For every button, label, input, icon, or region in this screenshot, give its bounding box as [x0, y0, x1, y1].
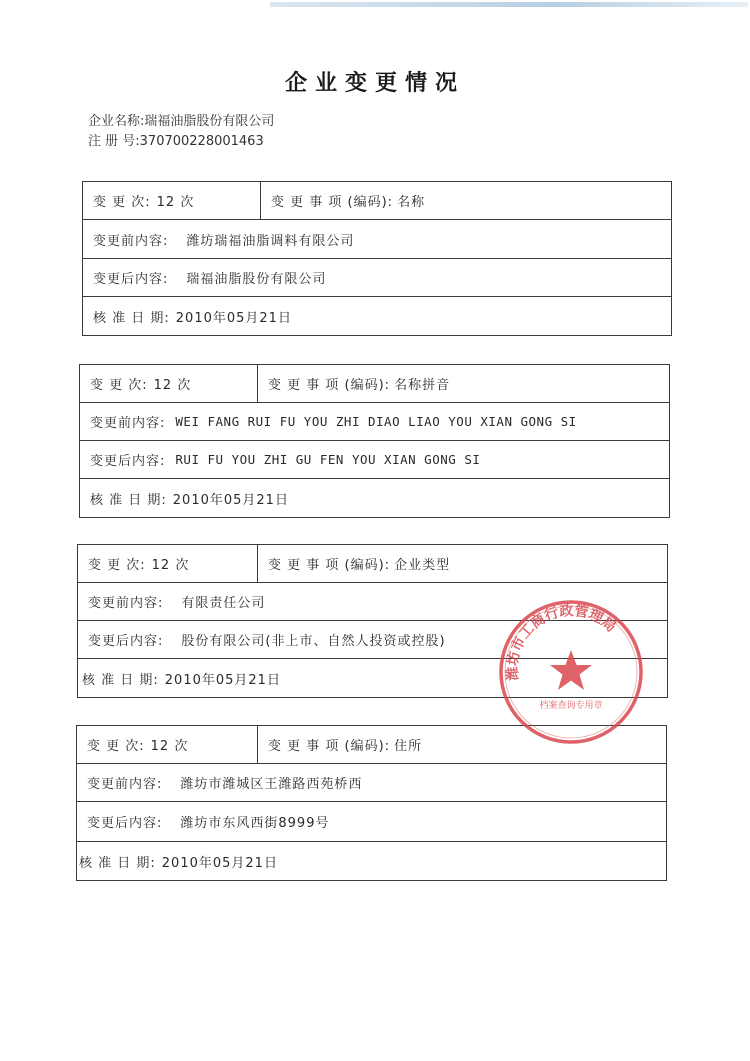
before-content-row	[83, 220, 671, 259]
change-item-label: 变 更 事 项 (编码):	[268, 739, 391, 754]
change-record	[82, 181, 672, 336]
before-content-value: 有限责任公司	[181, 596, 266, 611]
change-count-value: 12 次	[153, 378, 192, 393]
registration-number-line	[88, 130, 264, 149]
approval-date-label: 核 准 日 期:	[93, 310, 170, 326]
before-content-label: 变更前内容:	[88, 596, 164, 611]
approval-date-row	[80, 479, 669, 517]
after-content-label: 变更后内容:	[87, 816, 163, 831]
official-seal-stamp	[497, 598, 645, 746]
approval-date-value: 2010年05月21日	[172, 492, 289, 508]
record-header-row	[80, 365, 669, 403]
before-content-value: WEI FANG RUI FU YOU ZHI DIAO LIAO YOU XIAN GONG SI	[175, 414, 577, 429]
approval-date-value: 2010年05月21日	[164, 672, 281, 688]
after-content-value: 潍坊市东风西街8999号	[180, 816, 330, 831]
before-content-label: 变更前内容:	[93, 233, 169, 249]
change-count-value: 12 次	[156, 195, 195, 210]
after-content-row	[77, 802, 666, 842]
change-count-label: 变 更 次:	[93, 195, 151, 210]
page-title: 企业变更情况	[284, 71, 465, 96]
before-content-label: 变更前内容:	[87, 777, 163, 792]
company-name-line	[88, 110, 274, 129]
seal-outer-text: 潍坊市工商行政管理局	[504, 603, 619, 682]
after-content-value: 股份有限公司(非上市、自然人投资或控股)	[181, 634, 446, 649]
approval-date-row	[77, 842, 666, 880]
change-item-label: 变 更 事 项 (编码):	[268, 558, 391, 573]
approval-date-value: 2010年05月21日	[161, 855, 278, 871]
change-count-label: 变 更 次:	[90, 378, 148, 393]
change-item-cell	[261, 182, 425, 219]
approval-date-label: 核 准 日 期:	[79, 855, 156, 871]
change-record	[79, 364, 670, 518]
change-count-cell	[78, 545, 258, 582]
after-content-label: 变更后内容:	[93, 272, 169, 287]
approval-date-label: 核 准 日 期:	[90, 492, 167, 508]
scan-edge-artifact	[270, 2, 748, 7]
after-content-row	[83, 259, 671, 297]
change-count-cell	[80, 365, 258, 402]
before-content-row	[77, 764, 666, 802]
change-item-cell	[258, 545, 450, 582]
change-item-cell	[258, 726, 422, 763]
change-count-label: 变 更 次:	[87, 739, 145, 754]
registration-number-value: 370700228001463	[139, 134, 264, 149]
approval-date-value: 2010年05月21日	[175, 310, 292, 326]
company-name-value: 瑞福油脂股份有限公司	[144, 114, 275, 129]
record-header-row	[83, 182, 671, 220]
before-content-value: 潍坊瑞福油脂调料有限公司	[186, 233, 355, 249]
change-count-value: 12 次	[150, 739, 189, 754]
approval-date-label: 核 准 日 期:	[82, 672, 159, 688]
change-count-cell	[77, 726, 258, 763]
after-content-value: RUI FU YOU ZHI GU FEN YOU XIAN GONG SI	[175, 452, 481, 467]
change-record	[76, 725, 667, 881]
change-item-label: 变 更 事 项 (编码):	[271, 195, 394, 210]
approval-date-row	[83, 297, 671, 335]
change-count-value: 12 次	[151, 558, 190, 573]
after-content-row	[80, 441, 669, 479]
registration-number-label: 注 册 号:	[88, 134, 140, 149]
after-content-value: 瑞福油脂股份有限公司	[186, 272, 327, 287]
after-content-label: 变更后内容:	[88, 634, 164, 649]
change-item-label: 变 更 事 项 (编码):	[268, 378, 391, 393]
change-item-value: 企业类型	[394, 558, 451, 573]
seal-star-icon	[550, 650, 592, 690]
company-name-label: 企业名称:	[88, 114, 145, 129]
before-content-row	[80, 403, 669, 441]
record-header-row	[78, 545, 667, 583]
change-item-cell	[258, 365, 450, 402]
change-item-value: 住所	[394, 739, 423, 754]
change-item-value: 名称	[397, 195, 426, 210]
seal-inner-text: 档案查询专用章	[539, 701, 603, 711]
before-content-label: 变更前内容:	[90, 416, 166, 431]
change-count-cell	[83, 182, 261, 219]
change-item-value: 名称拼音	[394, 378, 451, 393]
change-count-label: 变 更 次:	[88, 558, 146, 573]
after-content-label: 变更后内容:	[90, 454, 166, 469]
before-content-value: 潍坊市潍城区王潍路西苑桥西	[180, 777, 363, 792]
